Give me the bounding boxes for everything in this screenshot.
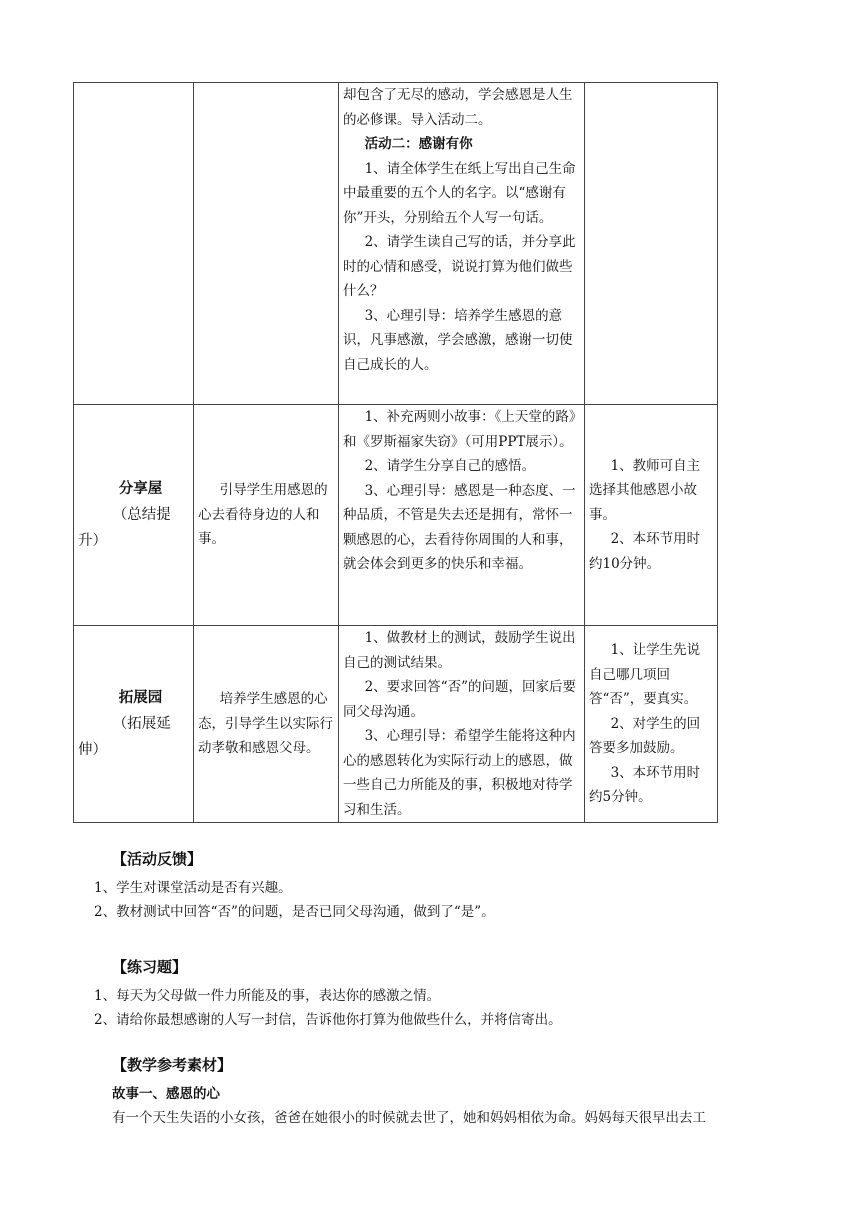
content-cell [339, 626, 585, 823]
goal-cell [194, 626, 339, 823]
feedback-item: 1、学生对课堂活动是否有兴趣。 [94, 880, 292, 896]
story-title: 故事一、感恩的心 [112, 1086, 220, 1102]
stage-subtitle: （拓展延伸） [78, 716, 171, 758]
notes-cell [585, 626, 718, 823]
note-paragraph: 2、对学生的回答要多加鼓励。 [589, 715, 701, 757]
activity-title: 活动二：感谢有你 [364, 136, 473, 152]
content-paragraph: 3、心理引导：感恩是一种态度、一种品质，不管是失去还是拥有，常怀一颗感恩的心，去看待你周围的人和事，就会体会到更多的快乐和幸福。 [343, 482, 576, 572]
feedback-heading: 【活动反馈】 [112, 850, 203, 868]
goal-cell [194, 405, 339, 626]
table-row [74, 626, 718, 823]
stage-name: 拓展园 [118, 690, 163, 706]
note-paragraph: 1、让学生先说自己哪几项回答“否”，要真实。 [589, 642, 701, 708]
note-paragraph: 2、本环节用时约10分钟。 [589, 531, 701, 572]
note-paragraph: 3、本环节用时约5分钟。 [589, 764, 701, 806]
stage-name: 分享屋 [118, 481, 163, 497]
content-paragraph: 2、请学生读自己写的话，并分享此时的心情和感受，说说打算为他们做些什么？ [343, 234, 576, 299]
content-paragraph: 却包含了无尽的感动，学会感恩是人生的必修课。导入活动二。 [343, 87, 573, 128]
notes-cell [585, 83, 718, 405]
goal-text: 引导学生用感恩的心去看待身边的人和事。 [198, 482, 328, 548]
exercise-item: 2、请给你最想感谢的人写一封信，告诉他你打算为他做些什么，并将信寄出。 [94, 1012, 562, 1028]
table-row [74, 405, 718, 626]
content-paragraph: 3、心理引导：培养学生感恩的意识，凡事感激，学会感激，感谢一切使自己成长的人。 [343, 307, 573, 373]
content-cell [339, 83, 585, 405]
content-paragraph: 1、请全体学生在纸上写出自己生命中最重要的五个人的名字。以“感谢有你”开头，分别给五个人写一句话。 [343, 160, 576, 226]
notes-cell [585, 405, 718, 626]
exercise-item: 1、每天为父母做一件力所能及的事，表达你的感激之情。 [94, 988, 441, 1004]
exercises-heading: 【练习题】 [112, 958, 188, 976]
content-paragraph: 2、要求回答“否”的问题，回家后要同父母沟通。 [343, 679, 576, 720]
note-paragraph: 1、教师可自主选择其他感恩小故事。 [589, 457, 701, 523]
content-paragraph: 2、请学生分享自己的感悟。 [364, 458, 536, 474]
stage-cell [74, 626, 194, 823]
content-paragraph: 1、做教材上的测试，鼓励学生说出自己的测试结果。 [343, 630, 576, 671]
stage-cell [74, 405, 194, 626]
content-cell [339, 405, 585, 626]
materials-heading: 【教学参考素材】 [112, 1056, 233, 1074]
table-row [74, 83, 718, 405]
lesson-plan-table [73, 82, 718, 823]
content-paragraph: 1、补充两则小故事：《上天堂的路》和《罗斯福家失窃》（可用PPT展示）。 [343, 409, 576, 450]
goal-text: 培养学生感恩的心态，引导学生以实际行动孝敬和感恩父母。 [198, 691, 333, 757]
story-text: 有一个天生失语的小女孩，爸爸在她很小的时候就去世了，她和妈妈相依为命。妈妈每天很早出去工 [112, 1110, 706, 1126]
content-paragraph: 3、心理引导：希望学生能将这种内心的感恩转化为实际行动上的感恩，做一些自己力所能及的事，积极地对待学习和生活。 [343, 728, 576, 818]
stage-subtitle: （总结提升） [78, 507, 171, 549]
stage-cell [74, 83, 194, 405]
feedback-item: 2、教材测试中回答“否”的问题，是否已同父母沟通，做到了“是”。 [94, 904, 495, 920]
goal-cell [194, 83, 339, 405]
